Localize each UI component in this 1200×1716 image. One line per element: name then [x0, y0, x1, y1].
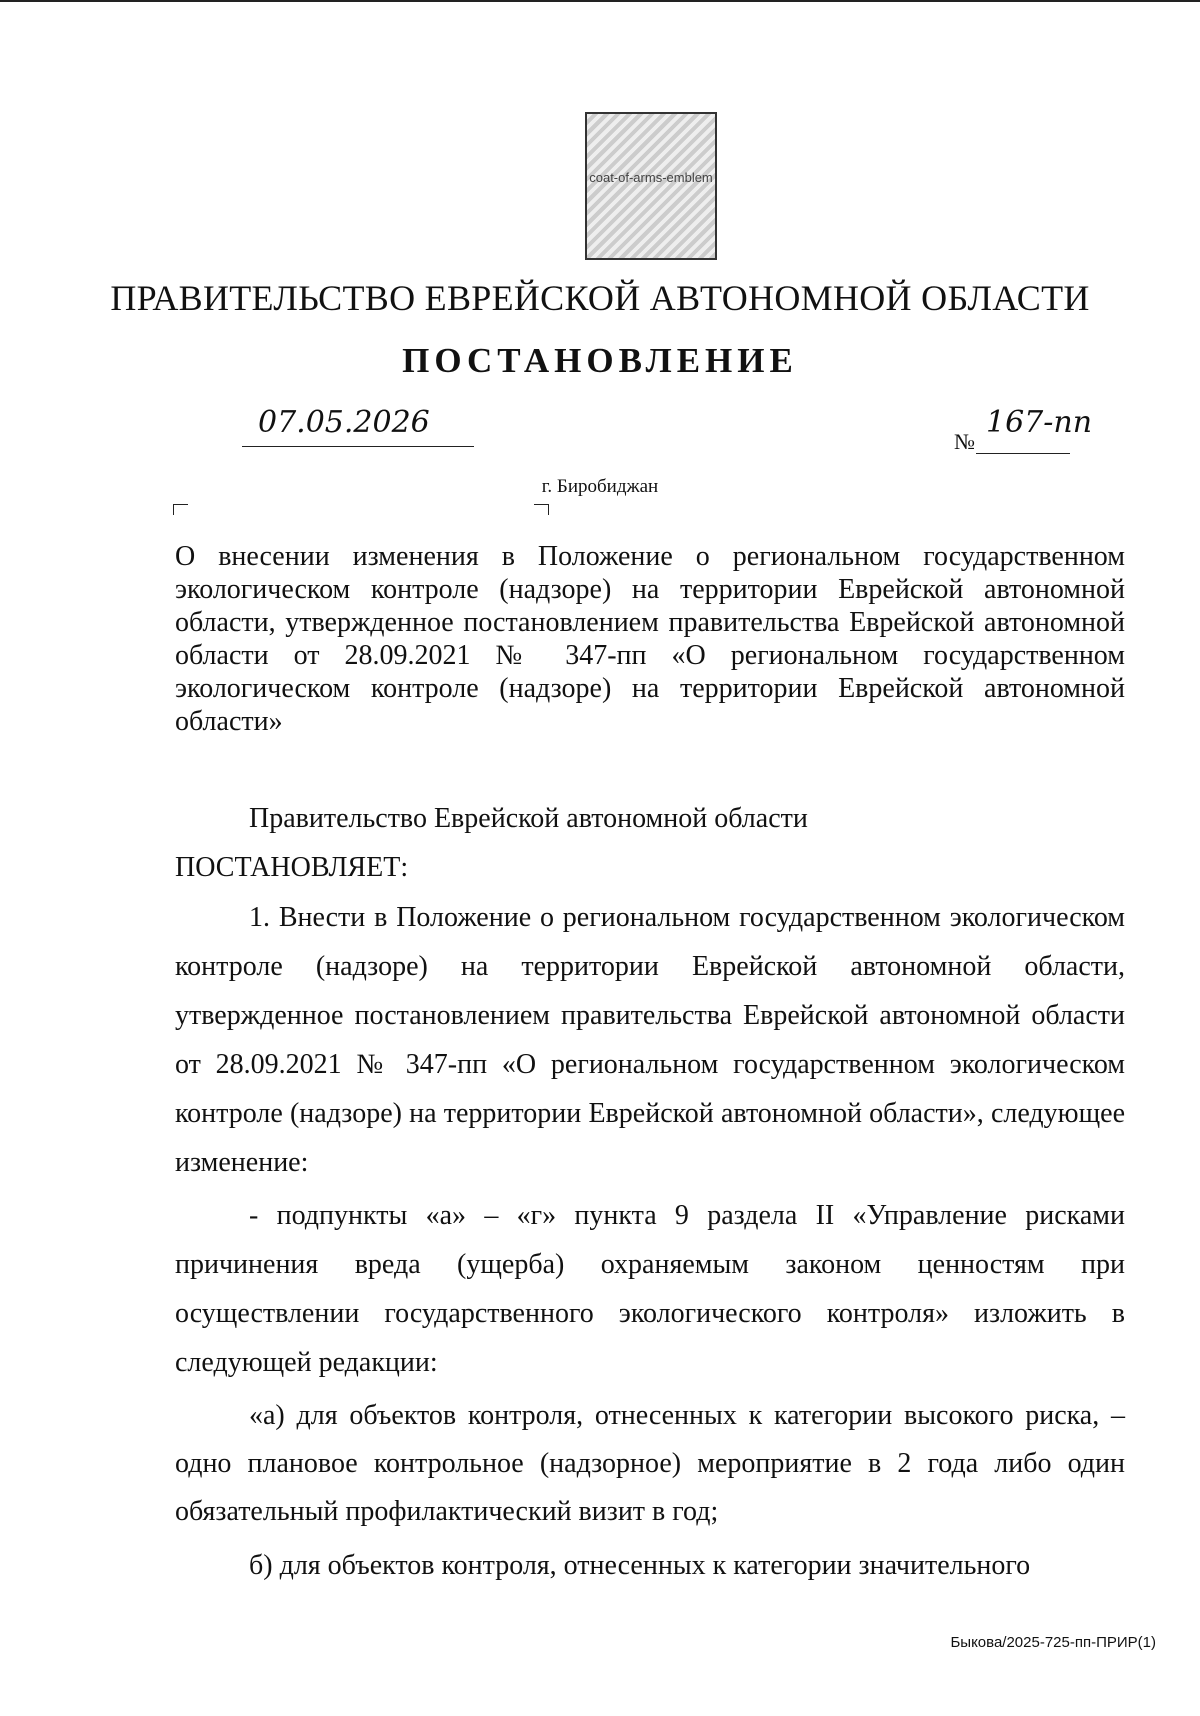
paragraph-4: б) для объектов контроля, отнесенных к категории значительного — [249, 1550, 1031, 1581]
government-title: ПРАВИТЕЛЬСТВО ЕВРЕЙСКОЙ АВТОНОМНОЙ ОБЛАСТИ — [110, 278, 1090, 318]
coat-of-arms-emblem — [585, 112, 717, 260]
number-sign: № — [954, 429, 975, 454]
paragraph-1: 1. Внести в Положение о региональном государственном экологическом контроле (надзоре) на территории Еврейской автономной области, утвержденное постановлением правительства Еврейской автономной области от 28.09.2021 № 347-пп «О региональном государственном экологическом контроле (надзоре) на территории Еврейской автономной области», следующее изменение: — [175, 902, 1125, 1178]
subject-corner-left — [173, 504, 188, 515]
scan-edge-line — [0, 0, 1200, 2]
document-subject: О внесении изменения в Положение о региональном государственном экологическом контроле (надзоре) на территории Еврейской автономной области, утвержденное постановлением правительства Еврейской автономной области от 28.09.2021 № 347-пп «О региональном государственном экологическом контроле (надзоре) на территории Еврейской автономной области» — [175, 541, 1125, 737]
document-date-handwritten: 07.05.2026 — [258, 405, 430, 440]
city-label: г. Биробиджан — [541, 476, 659, 497]
date-underline — [242, 446, 474, 447]
document-type-heading: ПОСТАНОВЛЕНИЕ — [402, 341, 798, 380]
number-underline — [976, 453, 1070, 454]
resolves-heading: ПОСТАНОВЛЯЕТ: — [175, 852, 409, 883]
issuer-line: Правительство Еврейской автономной области — [249, 803, 808, 834]
paragraph-2: - подпункты «а» – «г» пункта 9 раздела II «Управление рисками причинения вреда (ущерба) охраняемым законом ценностям при осуществлении государственного экологического контроля» изложить в следующей редакции: — [175, 1200, 1125, 1378]
emblem-label: coat-of-arms-emblem — [589, 170, 713, 185]
subject-corner-right — [534, 504, 549, 515]
document-number-handwritten: 167-пп — [986, 405, 1093, 440]
footer-document-code: Быкова/2025-725-пп-ПРИР(1) — [950, 1634, 1156, 1651]
paragraph-3: «а) для объектов контроля, отнесенных к категории высокого риска, – одно плановое контрольное (надзорное) мероприятие в 2 года либо один обязательный профилактический визит в год; — [175, 1400, 1125, 1527]
